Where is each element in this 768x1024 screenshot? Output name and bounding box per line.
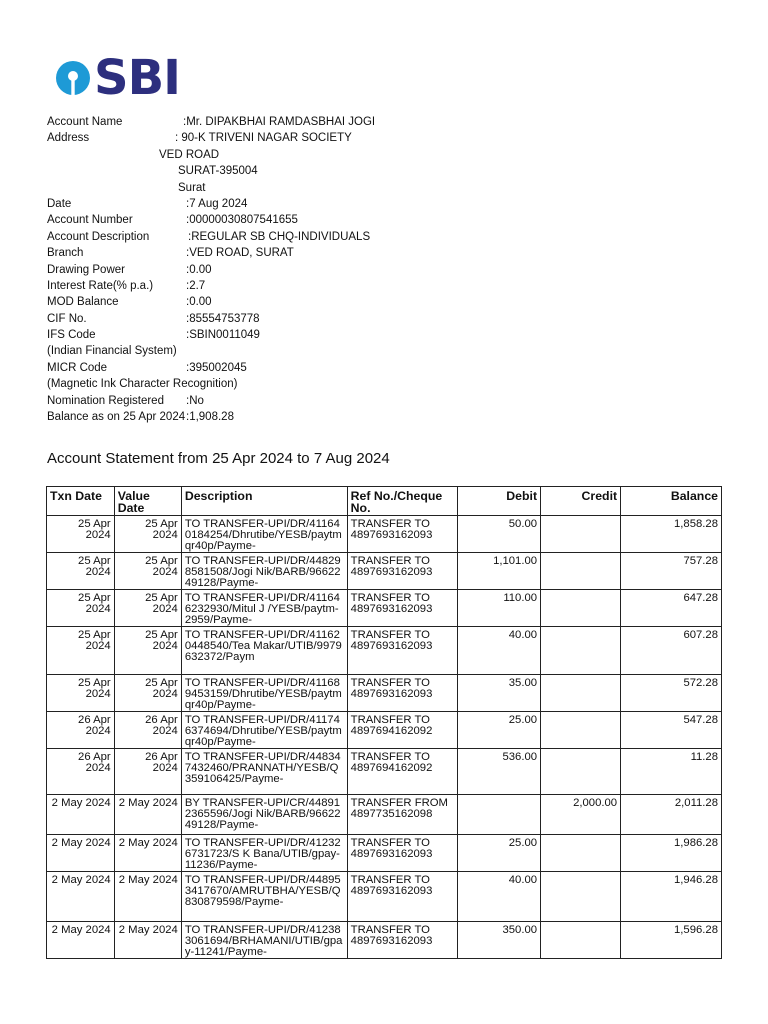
info-label: (Indian Financial System) xyxy=(47,345,177,358)
cell-credit xyxy=(541,590,621,627)
cell-ref-no: TRANSFER TO 4897694162092 xyxy=(347,712,458,749)
cell-value-date: 25 Apr 2024 xyxy=(114,516,181,553)
info-label: (Magnetic Ink Character Recognition) xyxy=(47,378,238,391)
cell-description: TO TRANSFER-UPI/DR/411640184254/Dhrutibe/YESB/paytmqr40p/Payme- xyxy=(181,516,347,553)
cell-credit xyxy=(541,749,621,795)
cell-balance: 607.28 xyxy=(621,627,722,675)
info-row xyxy=(47,212,747,228)
info-value: : 90-K TRIVENI NAGAR SOCIETY xyxy=(175,132,352,145)
sbi-logo xyxy=(56,50,181,106)
info-row xyxy=(47,343,747,359)
info-label: IFS Code xyxy=(47,329,96,342)
cell-debit: 25.00 xyxy=(458,835,541,872)
cell-value-date: 2 May 2024 xyxy=(114,835,181,872)
transactions-table xyxy=(46,486,722,959)
cell-txn-date: 2 May 2024 xyxy=(47,835,115,872)
info-row xyxy=(47,360,747,376)
info-row xyxy=(47,163,747,179)
table-row xyxy=(47,553,722,590)
info-label: Account Number xyxy=(47,214,133,227)
cell-debit: 1,101.00 xyxy=(458,553,541,590)
cell-description: TO TRANSFER-UPI/DR/448347432460/PRANNATH/YESB/Q359106425/Payme- xyxy=(181,749,347,795)
cell-description: TO TRANSFER-UPI/DR/411746374694/Dhrutibe/YESB/paytmqr40p/Payme- xyxy=(181,712,347,749)
cell-balance: 547.28 xyxy=(621,712,722,749)
cell-value-date: 25 Apr 2024 xyxy=(114,627,181,675)
cell-description: TO TRANSFER-UPI/DR/448298581508/Jogi Nik/BARB/9662249128/Payme- xyxy=(181,553,347,590)
info-value: :SBIN0011049 xyxy=(186,329,260,342)
cell-debit: 40.00 xyxy=(458,872,541,922)
info-label: Date xyxy=(47,197,72,210)
info-value: :2.7 xyxy=(186,279,206,292)
info-label: Account Description xyxy=(47,230,150,243)
info-value: Surat xyxy=(178,181,206,194)
cell-ref-no: TRANSFER FROM 4897735162098 xyxy=(347,795,458,835)
cell-balance: 1,946.28 xyxy=(621,872,722,922)
cell-balance: 11.28 xyxy=(621,749,722,795)
cell-debit: 50.00 xyxy=(458,516,541,553)
info-label: Interest Rate(% p.a.) xyxy=(47,279,154,292)
info-row xyxy=(47,393,747,409)
cell-description: TO TRANSFER-UPI/DR/411620448540/Tea Makar/UTIB/9979632372/Paym xyxy=(181,627,347,675)
cell-txn-date: 26 Apr 2024 xyxy=(47,712,115,749)
table-row xyxy=(47,590,722,627)
info-value: :85554753778 xyxy=(186,312,260,325)
info-value: VED ROAD xyxy=(159,148,220,161)
cell-value-date: 2 May 2024 xyxy=(114,922,181,959)
info-label: Address xyxy=(47,132,90,145)
cell-balance: 757.28 xyxy=(621,553,722,590)
table-row xyxy=(47,749,722,795)
table-row xyxy=(47,795,722,835)
cell-credit xyxy=(541,627,621,675)
info-row xyxy=(47,327,747,343)
info-row xyxy=(47,262,747,278)
table-row xyxy=(47,872,722,922)
info-label: Account Name xyxy=(47,116,123,128)
cell-balance: 1,986.28 xyxy=(621,835,722,872)
cell-description: BY TRANSFER-UPI/CR/448912365596/Jogi Nik/BARB/9662249128/Payme- xyxy=(181,795,347,835)
cell-ref-no: TRANSFER TO 4897693162093 xyxy=(347,627,458,675)
cell-debit: 35.00 xyxy=(458,675,541,712)
cell-txn-date: 25 Apr 2024 xyxy=(47,553,115,590)
cell-txn-date: 25 Apr 2024 xyxy=(47,627,115,675)
cell-value-date: 26 Apr 2024 xyxy=(114,712,181,749)
cell-txn-date: 25 Apr 2024 xyxy=(47,516,115,553)
cell-credit xyxy=(541,553,621,590)
info-row xyxy=(47,311,747,327)
cell-txn-date: 25 Apr 2024 xyxy=(47,590,115,627)
info-row xyxy=(47,196,747,212)
header-txn-date: Txn Date xyxy=(47,487,115,516)
info-label: Drawing Power xyxy=(47,263,125,276)
info-row xyxy=(47,229,747,245)
header-credit: Credit xyxy=(541,487,621,516)
cell-debit: 25.00 xyxy=(458,712,541,749)
info-row xyxy=(47,114,747,130)
cell-credit: 2,000.00 xyxy=(541,795,621,835)
cell-ref-no: TRANSFER TO 4897693162093 xyxy=(347,872,458,922)
info-value: :No xyxy=(186,394,204,407)
info-value: :00000030807541655 xyxy=(186,214,298,227)
info-value: :Mr. DIPAKBHAI RAMDASBHAI JOGI xyxy=(183,116,376,128)
info-value: :0.00 xyxy=(186,263,212,276)
header-value-date: Value Date xyxy=(114,487,181,516)
info-row xyxy=(47,278,747,294)
cell-credit xyxy=(541,835,621,872)
info-row xyxy=(47,376,747,392)
info-value: :1,908.28 xyxy=(186,411,234,424)
cell-balance: 2,011.28 xyxy=(621,795,722,835)
info-value: :VED ROAD, SURAT xyxy=(186,247,294,260)
cell-balance: 1,596.28 xyxy=(621,922,722,959)
info-row xyxy=(47,147,747,163)
cell-balance: 572.28 xyxy=(621,675,722,712)
cell-debit xyxy=(458,795,541,835)
cell-ref-no: TRANSFER TO 4897693162093 xyxy=(347,553,458,590)
header-balance: Balance xyxy=(621,487,722,516)
cell-txn-date: 25 Apr 2024 xyxy=(47,675,115,712)
cell-value-date: 25 Apr 2024 xyxy=(114,590,181,627)
info-label: MOD Balance xyxy=(47,296,119,309)
cell-description: TO TRANSFER-UPI/DR/448953417670/AMRUTBHA/YESB/Q830879598/Payme- xyxy=(181,872,347,922)
info-label: CIF No. xyxy=(47,312,87,325)
info-label: Balance as on 25 Apr 2024 xyxy=(47,411,186,424)
cell-debit: 536.00 xyxy=(458,749,541,795)
cell-value-date: 26 Apr 2024 xyxy=(114,749,181,795)
info-row xyxy=(47,180,747,196)
info-value: :7 Aug 2024 xyxy=(186,197,248,210)
table-row xyxy=(47,516,722,553)
cell-credit xyxy=(541,675,621,712)
info-label: MICR Code xyxy=(47,361,108,374)
brand-name: SBI xyxy=(94,50,181,106)
cell-balance: 1,858.28 xyxy=(621,516,722,553)
info-value: :0.00 xyxy=(186,296,212,309)
account-details xyxy=(47,114,747,425)
header-ref-no: Ref No./Cheque No. xyxy=(347,487,458,516)
cell-credit xyxy=(541,516,621,553)
table-row xyxy=(47,835,722,872)
info-row xyxy=(47,245,747,261)
info-row xyxy=(47,130,747,146)
cell-debit: 350.00 xyxy=(458,922,541,959)
info-row xyxy=(47,294,747,310)
cell-description: TO TRANSFER-UPI/DR/412326731723/S K Bana/UTIB/gpay-11236/Payme- xyxy=(181,835,347,872)
table-row xyxy=(47,712,722,749)
info-value: :395002045 xyxy=(186,361,247,374)
cell-txn-date: 26 Apr 2024 xyxy=(47,749,115,795)
cell-ref-no: TRANSFER TO 4897694162092 xyxy=(347,749,458,795)
info-value: SURAT-395004 xyxy=(178,165,258,178)
cell-credit xyxy=(541,872,621,922)
cell-debit: 40.00 xyxy=(458,627,541,675)
cell-ref-no: TRANSFER TO 4897693162093 xyxy=(347,835,458,872)
cell-ref-no: TRANSFER TO 4897693162093 xyxy=(347,516,458,553)
info-row xyxy=(47,409,747,425)
cell-value-date: 2 May 2024 xyxy=(114,795,181,835)
cell-txn-date: 2 May 2024 xyxy=(47,922,115,959)
table-row xyxy=(47,627,722,675)
cell-ref-no: TRANSFER TO 4897693162093 xyxy=(347,590,458,627)
cell-value-date: 25 Apr 2024 xyxy=(114,553,181,590)
sbi-keyhole-icon xyxy=(56,61,90,95)
header-description: Description xyxy=(181,487,347,516)
cell-ref-no: TRANSFER TO 4897693162093 xyxy=(347,922,458,959)
cell-credit xyxy=(541,712,621,749)
cell-description: TO TRANSFER-UPI/DR/411689453159/Dhrutibe/YESB/paytmqr40p/Payme- xyxy=(181,675,347,712)
cell-balance: 647.28 xyxy=(621,590,722,627)
header-debit: Debit xyxy=(458,487,541,516)
cell-value-date: 25 Apr 2024 xyxy=(114,675,181,712)
cell-credit xyxy=(541,922,621,959)
info-label: Branch xyxy=(47,247,84,260)
statement-title: Account Statement from 25 Apr 2024 to 7 Aug 2024 xyxy=(47,450,390,467)
cell-txn-date: 2 May 2024 xyxy=(47,795,115,835)
cell-value-date: 2 May 2024 xyxy=(114,872,181,922)
cell-description: TO TRANSFER-UPI/DR/411646232930/Mitul J /YESB/paytm-2959/Payme- xyxy=(181,590,347,627)
cell-description: TO TRANSFER-UPI/DR/412383061694/BRHAMANI/UTIB/gpay-11241/Payme- xyxy=(181,922,347,959)
info-label: Nomination Registered xyxy=(47,394,164,407)
table-header-row xyxy=(47,487,722,516)
cell-debit: 110.00 xyxy=(458,590,541,627)
table-row xyxy=(47,675,722,712)
cell-txn-date: 2 May 2024 xyxy=(47,872,115,922)
table-row xyxy=(47,922,722,959)
info-value: :REGULAR SB CHQ-INDIVIDUALS xyxy=(188,230,371,243)
cell-ref-no: TRANSFER TO 4897693162093 xyxy=(347,675,458,712)
